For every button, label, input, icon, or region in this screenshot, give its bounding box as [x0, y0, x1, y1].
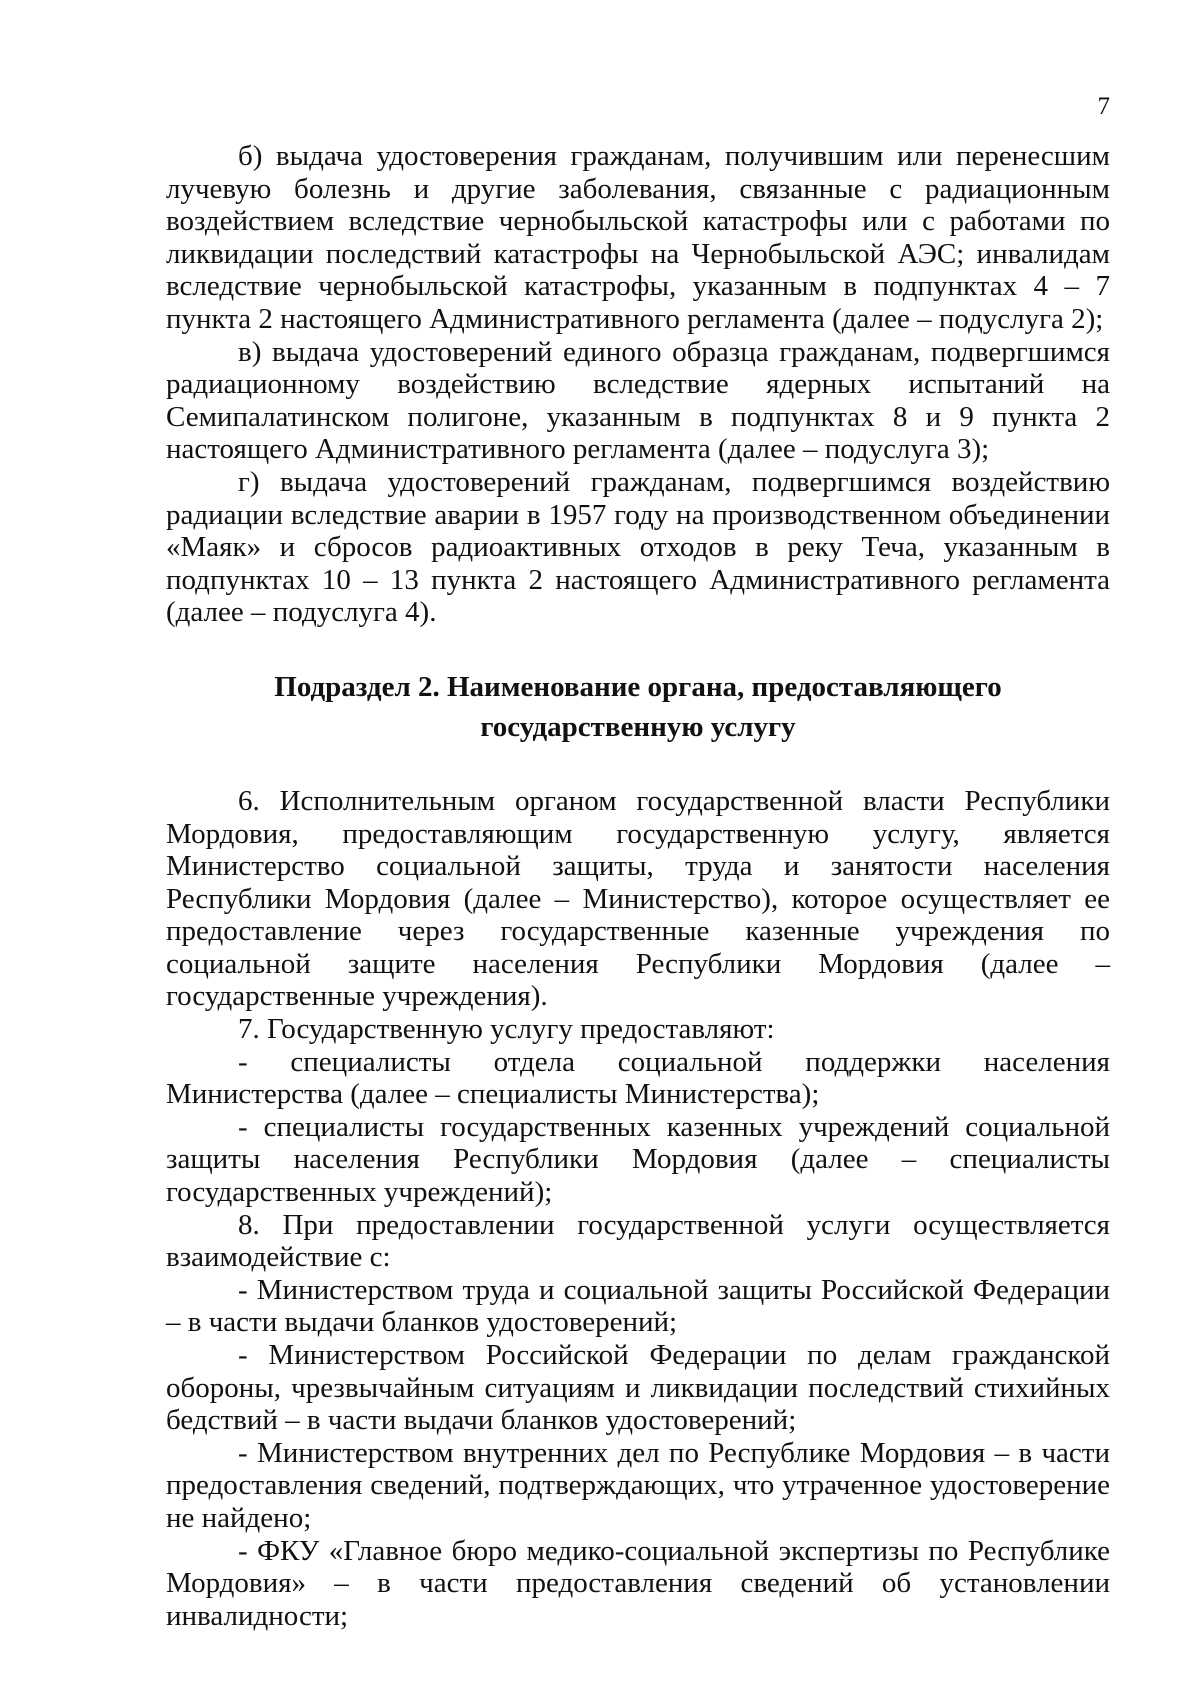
section-heading-line-1: Подраздел 2. Наименование органа, предоставляющего [274, 670, 1002, 703]
list-item-mchs: - Министерством Российской Федерации по делам гражданской обороны, чрезвычайным ситуациям и ликвидации последствий стихийных бедствий – в части выдачи бланков удостоверений; [166, 1339, 1110, 1437]
paragraph-7: 7. Государственную услугу предоставляют: [238, 1013, 775, 1046]
document-body [166, 140, 1110, 1632]
list-item-ministry-specialists: - специалисты отдела социальной поддержки населения Министерства (далее – специалисты Министерства); [166, 1045, 1110, 1111]
paragraph-6: 6. Исполнительным органом государственной власти Республики Мордовия, предоставляющим государственную услугу, является Министерство социальной защиты, труда и занятости населения Республики Мордовия (далее – Министерство), которое осуществляет ее предоставление через государственные казенные учреждения по социальной защите населения Республики Мордовия (далее – государственные учреждения). [166, 784, 1110, 1013]
list-item-mvd: - Министерством внутренних дел по Республике Мордовия – в части предоставления сведений, подтверждающих, что утраченное удостоверение не найдено; [166, 1436, 1110, 1534]
list-item-institution-specialists: - специалисты государственных казенных учреждений социальной защиты населения Республики Мордовия (далее – специалисты государственных учреждений); [166, 1110, 1110, 1209]
paragraph-8: 8. При предоставлении государственной услуги осуществляется взаимодействие с: [166, 1208, 1110, 1274]
section-heading-line-2: государственную услугу [480, 710, 796, 743]
paragraph-subservice-3: в) выдача удостоверений единого образца гражданам, подвергшимся радиационному воздействию вследствие ядерных испытаний на Семипалатинском полигоне, указанным в подпунктах 8 и 9 пункта 2 настоящего Административного регламента (далее – подуслуга 3); [166, 335, 1110, 466]
page-number: 7 [1097, 93, 1110, 120]
list-item-ministry-labor: - Министерством труда и социальной защиты Российской Федерации – в части выдачи бланков удостоверений; [166, 1273, 1110, 1339]
paragraph-subservice-4: г) выдача удостоверений гражданам, подвергшимся воздействию радиации вследствие аварии в 1957 году на производственном объединении «Маяк» и сбросов радиоактивных отходов в реку Теча, указанным в подпунктах 10 – 13 пункта 2 настоящего Административного регламента (далее – подуслуга 4). [166, 465, 1110, 629]
section-heading [166, 667, 1110, 747]
paragraph-subservice-2: б) выдача удостоверения гражданам, получившим или перенесшим лучевую болезнь и другие заболевания, связанные с радиационным воздействием вследствие чернобыльской катастрофы или с работами по ликвидации последствий катастрофы на Чернобыльской АЭС; инвалидам вследствие чернобыльской катастрофы, указанным в подпунктах 4 – 7 пункта 2 настоящего Административного регламента (далее – подуслуга 2); [166, 140, 1110, 335]
list-item-fku-mse: - ФКУ «Главное бюро медико-социальной экспертизы по Республике Мордовия» – в части предоставления сведений об установлении инвалидности; [166, 1534, 1110, 1632]
